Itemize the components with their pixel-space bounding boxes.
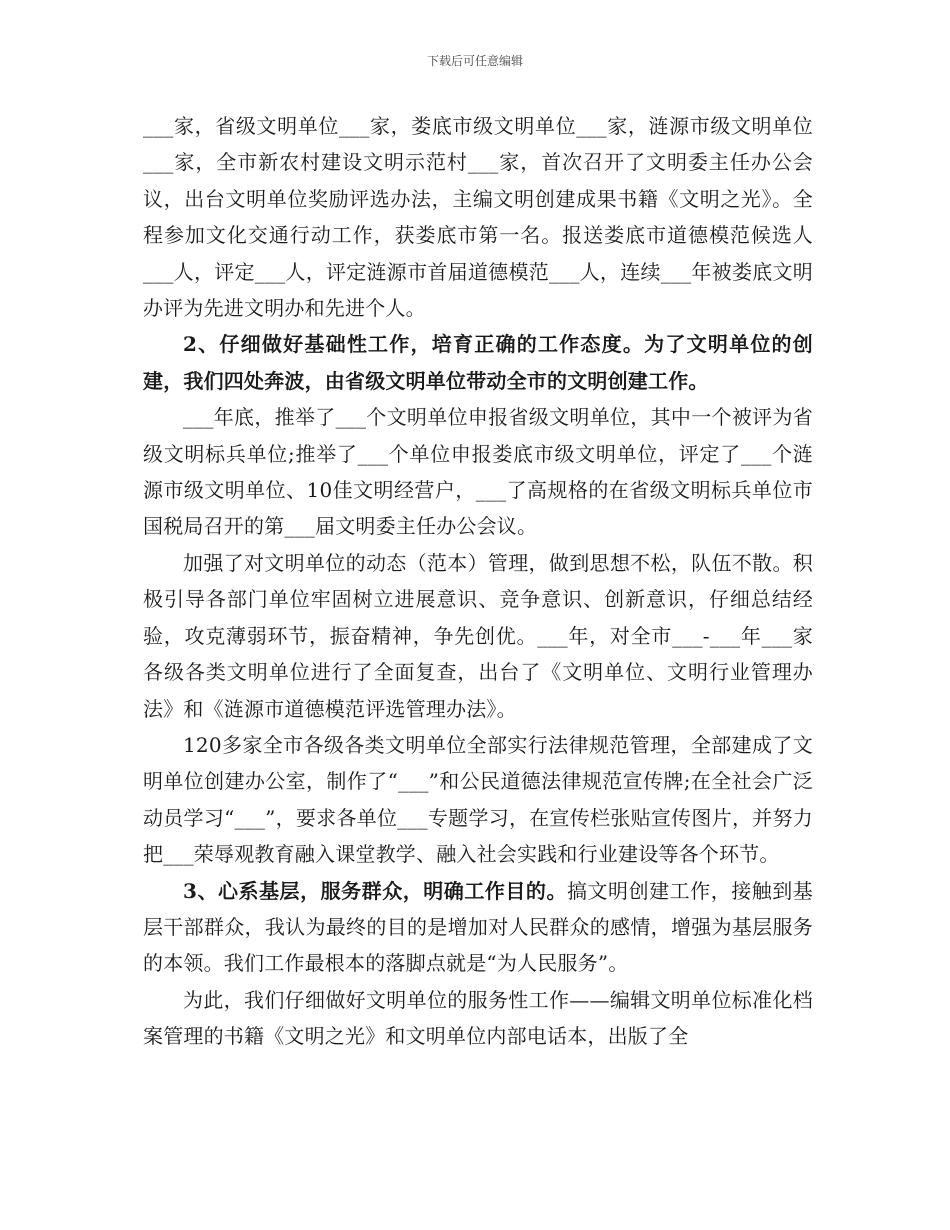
section-heading-2: 2、仔细做好基础性工作，培育正确的工作态度。为了文明单位的创建，我们四处奔波，由省级文明单位带动全市的文明创建工作。 [143, 332, 813, 393]
paragraph-management: 加强了对文明单位的动态（范本）管理，做到思想不松，队伍不散。积极引导各部门单位牢固树立进展意识、竞争意识、创新意识，仔细总结经验，攻克薄弱环节，振奋精神，争先创优。___年，对全市___-___年___家各级各类文明单位进行了全面复查，出台了《文明单位、文明行业管理办法》和《涟源市道德模范评选管理办法》。 [143, 550, 813, 721]
download-note: 下载后可任意编辑 [426, 54, 523, 68]
paragraph-recommendations: ___年底，推举了___个文明单位申报省级文明单位，其中一个被评为省级文明标兵单位;推举了___个单位申报娄底市级文明单位，评定了___个涟源市级文明单位、10佳文明经营户，___了高规格的在省级文明标兵单位市国税局召开的第___届文明委主任办公会议。 [143, 405, 813, 539]
document-body [143, 108, 813, 1055]
section-heading-3-paragraph [143, 873, 813, 982]
paragraph-service-work: 为此，我们仔细做好文明单位的服务性工作——编辑文明单位标准化档案管理的书籍《文明之光》和文明单位内部电话本，出版了全 [143, 987, 813, 1049]
section-heading-3: 3、心系基层，服务群众，明确工作目的。 [183, 878, 567, 903]
paragraph-legal-management: 120多家全市各级各类文明单位全部实行法律规范管理，全部建成了文明单位创建办公室，制作了“___”和公民道德法律规范宣传牌;在全社会广泛动员学习“___”，要求各单位___专题学习，在宣传栏张贴宣传图片，并努力把___荣辱观教育融入课堂教学、融入社会实践和行业建设等各个环节。 [143, 732, 813, 867]
paragraph-achievements: ___家，省级文明单位___家，娄底市级文明单位___家，涟源市级文明单位___家，全市新农村建设文明示范村___家，首次召开了文明委主任办公会议，出台文明单位奖励评选办法，主编文明创建成果书籍《文明之光》。全程参加文化交通行动工作，获娄底市第一名。报送娄底市道德模范候选人___人，评定___人，评定涟源市首届道德模范___人，连续___年被娄底文明办评为先进文明办和先进个人。 [143, 114, 813, 321]
section-3-text: 搞文明创建工作，接触到基层干部群众，我认为最终的目的是增加对人民群众的感情，增强为基层服务的本领。我们工作最根本的落脚点就是“为人民服务”。 [143, 878, 814, 976]
